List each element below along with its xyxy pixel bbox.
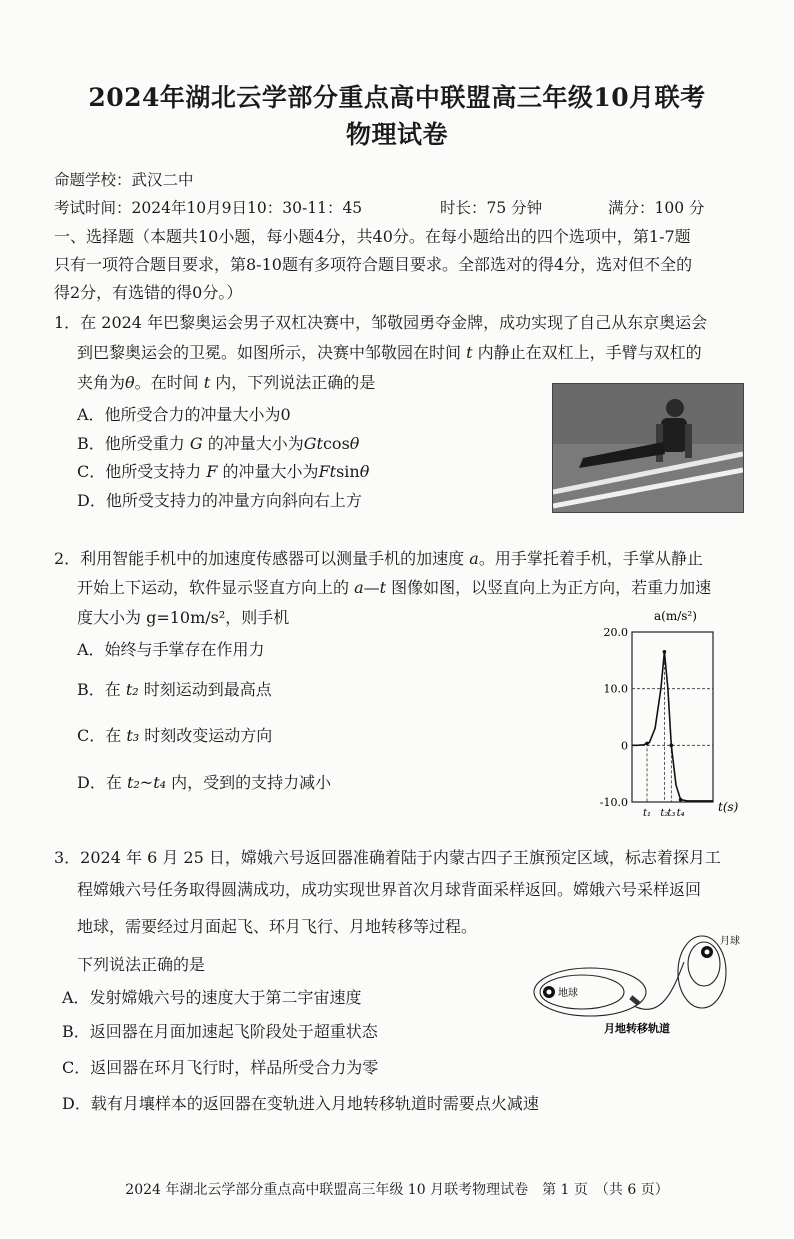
exam-title: 2024年湖北云学部分重点高中联盟高三年级10月联考 xyxy=(88,83,706,112)
chart-xlabel: t(s) xyxy=(718,800,739,814)
parallel-bars-photo xyxy=(552,383,744,513)
chart-xtick-label: t₃ xyxy=(667,808,676,819)
chart-frame xyxy=(632,632,713,802)
q1-option-c: C．他所受支持力 F 的冲量大小为Ftsinθ xyxy=(77,462,370,481)
chart-xtick-label: t₄ xyxy=(676,808,685,819)
q3-option-a: A．发射嫦娥六号的速度大于第二宇宙速度 xyxy=(62,988,362,1007)
q3-option-b: B．返回器在月面加速起飞阶段处于超重状态 xyxy=(62,1022,378,1041)
school-line: 命题学校：武汉二中 xyxy=(54,171,194,189)
q3-option-c: C．返回器在环月飞行时，样品所受合力为零 xyxy=(62,1058,379,1077)
chart-ytick-label: 20.0 xyxy=(603,626,628,639)
q2-stem-2: 开始上下运动，软件显示竖直方向上的 a—t 图像如图，以竖直向上为正方向，若重力加速 xyxy=(77,578,712,597)
moon-label: 月球 xyxy=(720,936,740,947)
q3-stem-3: 地球，需要经过月面起飞、环月飞行、月地转移等过程。 xyxy=(77,917,478,936)
q1-option-b: B．他所受重力 G 的冲量大小为Gtcosθ xyxy=(77,434,360,453)
q1-option-a: A．他所受合力的冲量大小为0 xyxy=(77,405,291,424)
q2-option-c: C．在 t₃ 时刻改变运动方向 xyxy=(77,726,273,745)
chart-ytick-label: 0 xyxy=(621,739,628,753)
chart-ylabel: a(m/s²) xyxy=(654,609,697,623)
q1-stem-2: 到巴黎奥运会的卫冕。如图所示，决赛中邹敬园在时间 t 内静止在双杠上，手臂与双杠的 xyxy=(77,343,702,362)
earth-label: 地球 xyxy=(558,988,578,999)
q2-option-d: D．在 t₂~t₄ 内，受到的支持力减小 xyxy=(77,773,332,792)
duration: 时长：75 分钟 xyxy=(440,199,543,217)
q1-option-d: D．他所受支持力的冲量方向斜向右上方 xyxy=(77,491,362,510)
acceleration-time-chart xyxy=(592,605,764,830)
full-score: 满分：100 分 xyxy=(608,199,705,217)
section-heading-1: 一、选择题（本题共10小题，每小题4分，共40分。在每小题给出的四个选项中，第1-7题 xyxy=(54,227,691,246)
q2-option-a: A．始终与手掌存在作用力 xyxy=(77,640,265,659)
orbit-caption: 月地转移轨道 xyxy=(604,1022,670,1035)
chart-xtick-label: t₁ xyxy=(643,808,652,819)
section-heading-2: 只有一项符合题目要求，第8-10题有多项符合题目要求。全部选对的得4分，选对但不全的 xyxy=(54,255,693,274)
page-footer: 2024 年湖北云学部分重点高中联盟高三年级 10 月联考物理试卷 第 1 页 （共 6 页） xyxy=(125,1182,669,1198)
gymnast-illustration xyxy=(553,384,743,512)
moon-earth-orbit-diagram xyxy=(522,928,752,1038)
q1-stem-1: 1．在 2024 年巴黎奥运会男子双杠决赛中，邹敬园勇夺金牌，成功实现了自己从东京奥运会 xyxy=(54,313,708,332)
exam-subtitle: 物理试卷 xyxy=(345,120,448,149)
q2-option-b: B．在 t₂ 时刻运动到最高点 xyxy=(77,680,272,699)
q1-stem-3: 夹角为θ。在时间 t 内，下列说法正确的是 xyxy=(77,373,376,392)
q3-stem-2: 程嫦娥六号任务取得圆满成功，成功实现世界首次月球背面采样返回。嫦娥六号采样返回 xyxy=(77,880,702,899)
exam-time: 考试时间：2024年10月9日10：30-11：45 xyxy=(54,199,363,217)
q2-stem-1: 2．利用智能手机中的加速度传感器可以测量手机的加速度 a。用手掌托着手机，手掌从静止 xyxy=(54,549,703,568)
chart-xtick-label: t₂ xyxy=(660,808,669,819)
chart-ytick-label: -10.0 xyxy=(599,796,628,809)
q3-stem-4: 下列说法正确的是 xyxy=(77,955,206,974)
q2-stem-3: 度大小为 g=10m/s²，则手机 xyxy=(77,608,290,627)
section-heading-3: 得2分，有选错的得0分。） xyxy=(54,283,243,302)
q3-option-d: D．载有月壤样本的返回器在变轨进入月地转移轨道时需要点火减速 xyxy=(62,1094,539,1113)
q3-stem-1: 3．2024 年 6 月 25 日，嫦娥六号返回器准确着陆于内蒙古四子王旗预定区域，标志着探月工 xyxy=(54,848,721,867)
chart-ytick-label: 10.0 xyxy=(603,682,628,696)
acceleration-curve xyxy=(632,652,713,801)
